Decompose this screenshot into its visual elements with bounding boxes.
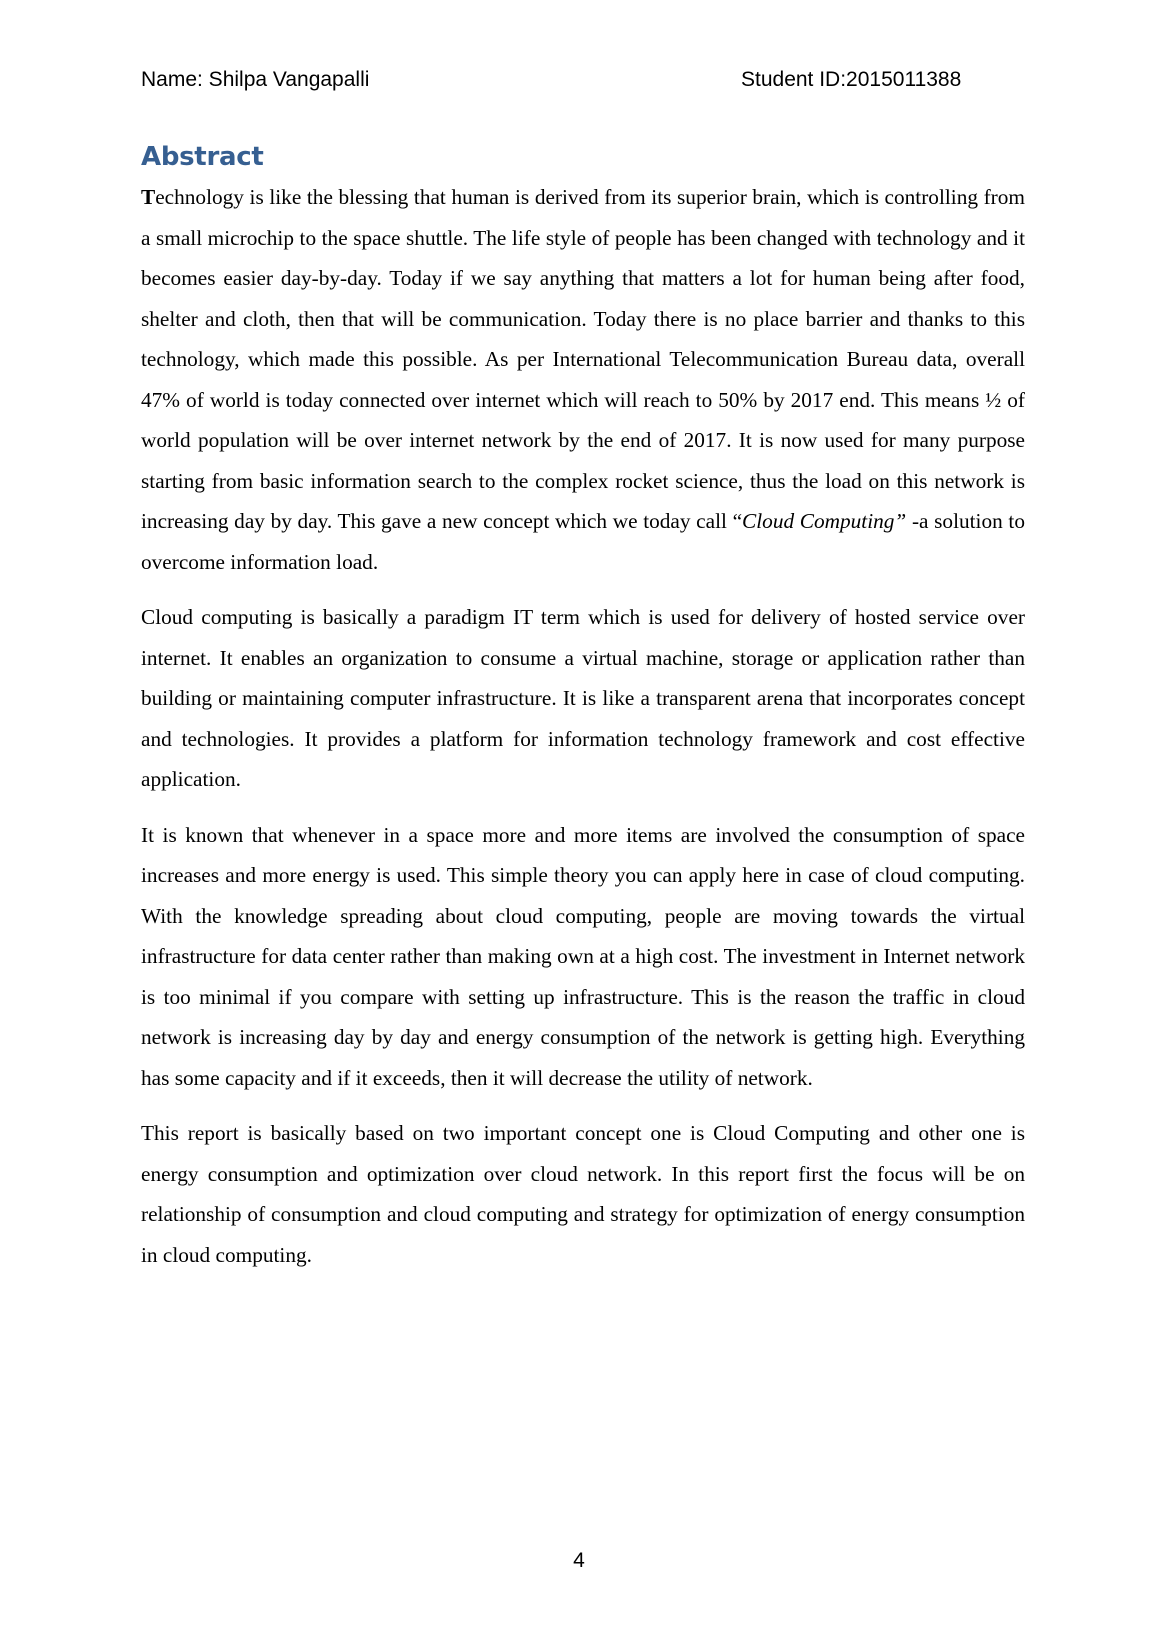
abstract-body bbox=[141, 177, 1025, 1290]
paragraph-1 bbox=[141, 177, 1025, 582]
paragraph-1-text-b: -a solution to overcome information load. bbox=[141, 509, 1026, 574]
page-header bbox=[141, 68, 991, 98]
paragraph-4: This report is basically based on two important concept one is Cloud Computing and other one is energy consumption and optimization over cloud network. In this report first the focus will be on relationship of consumption and cloud computing and strategy for optimization of energy consumption in cloud computing. bbox=[141, 1121, 1025, 1267]
student-name: Name: Shilpa Vangapalli bbox=[141, 68, 370, 91]
paragraph-3: It is known that whenever in a space more and more items are involved the consumption of space increases and more energy is used. This simple theory you can apply here in case of cloud computing. With the knowledge spreading about cloud computing, people are moving towards the virtual infrastructure for data center rather than making own at a high cost. The investment in Internet network is too minimal if you compare with setting up infrastructure. This is the reason the traffic in cloud network is increasing day by day and energy consumption of the network is getting high. Everything has some capacity and if it exceeds, then it will decrease the utility of network. bbox=[141, 822, 1025, 1090]
paragraph-2: Cloud computing is basically a paradigm IT term which is used for delivery of hosted service over internet. It enables an organization to consume a virtual machine, storage or application rather than building or maintaining computer infrastructure. It is like a transparent arena that incorporates concept and technologies. It provides a platform for information technology framework and cost effective application. bbox=[141, 605, 1025, 791]
paragraph-1-italic: Cloud Computing” bbox=[742, 509, 907, 533]
student-id: Student ID:2015011388 bbox=[741, 68, 962, 91]
section-heading: Abstract bbox=[141, 142, 264, 172]
first-letter: T bbox=[141, 185, 156, 209]
page-number: 4 bbox=[573, 1549, 585, 1572]
paragraph-1-text-a: echnology is like the blessing that human is derived from its superior brain, which is controlling from a small microchip to the space shuttle. The life style of people has been changed with technology and it becomes easier day-by-day. Today if we say anything that matters a lot for human being after food, shelter and cloth, then that will be communication. Today there is no place barrier and thanks to this technology, which made this possible. As per International Telecommunication Bureau data, overall 47% of world is today connected over internet which will reach to 50% by 2017 end. This means ½ of world population will be over internet network by the end of 2017. It is now used for many purpose starting from basic information search to the complex rocket science, thus the load on this network is increasing day by day. This gave a new concept which we today call “ bbox=[141, 185, 1025, 533]
